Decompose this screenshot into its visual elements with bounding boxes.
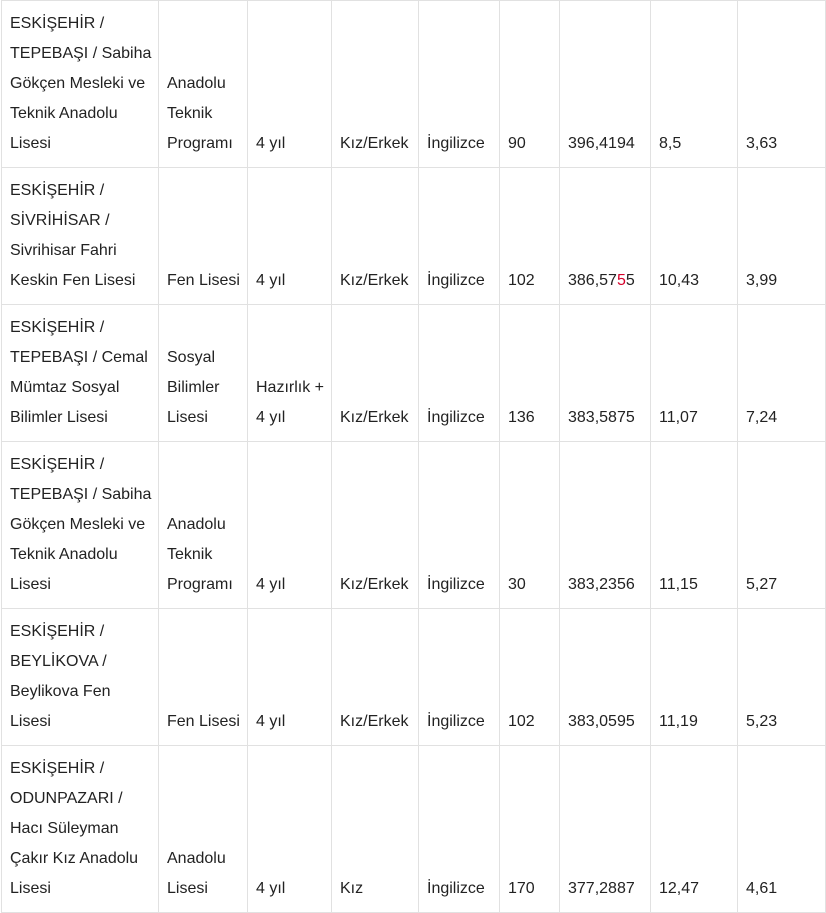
school-name-cell: ESKİŞEHİR / TEPEBAŞI / Sabiha Gökçen Mesleki ve Teknik Anadolu Lisesi: [2, 442, 159, 609]
local-percentile-cell: 11,15: [651, 442, 738, 609]
school-name-cell: ESKİŞEHİR / BEYLİKOVA / Beylikova Fen Lisesi: [2, 609, 159, 746]
table-row: [2, 305, 826, 442]
school-name-cell: ESKİŞEHİR / TEPEBAŞI / Sabiha Gökçen Mesleki ve Teknik Anadolu Lisesi: [2, 1, 159, 168]
duration-cell: 4 yıl: [248, 609, 332, 746]
national-percentile-cell: 5,27: [738, 442, 826, 609]
table-row: [2, 168, 826, 305]
quota-cell: 136: [500, 305, 560, 442]
school-type-cell: Fen Lisesi: [159, 168, 248, 305]
school-type-cell: Anadolu Lisesi: [159, 746, 248, 913]
score-text-end: 5: [625, 272, 635, 289]
quota-cell: 170: [500, 746, 560, 913]
table-row: [2, 1, 826, 168]
gender-cell: Kız/Erkek: [332, 442, 419, 609]
school-type-cell: Anadolu Teknik Programı: [159, 1, 248, 168]
score-cell: [560, 168, 651, 305]
local-percentile-cell: 12,47: [651, 746, 738, 913]
table-row: [2, 442, 826, 609]
highlighted-digit: 5: [616, 272, 626, 289]
score-cell: 383,5875: [560, 305, 651, 442]
local-percentile-cell: 11,19: [651, 609, 738, 746]
national-percentile-cell: 7,24: [738, 305, 826, 442]
language-cell: İngilizce: [419, 442, 500, 609]
local-percentile-cell: 11,07: [651, 305, 738, 442]
score-text-start: 386,57: [568, 272, 617, 289]
national-percentile-cell: 3,99: [738, 168, 826, 305]
school-name-cell: ESKİŞEHİR / SİVRİHİSAR / Sivrihisar Fahri Keskin Fen Lisesi: [2, 168, 159, 305]
school-type-cell: Fen Lisesi: [159, 609, 248, 746]
language-cell: İngilizce: [419, 168, 500, 305]
quota-cell: 30: [500, 442, 560, 609]
language-cell: İngilizce: [419, 305, 500, 442]
score-cell: 377,2887: [560, 746, 651, 913]
local-percentile-cell: 10,43: [651, 168, 738, 305]
local-percentile-cell: 8,5: [651, 1, 738, 168]
quota-cell: 102: [500, 609, 560, 746]
language-cell: İngilizce: [419, 1, 500, 168]
school-name-cell: ESKİŞEHİR / ODUNPAZARI / Hacı Süleyman Çakır Kız Anadolu Lisesi: [2, 746, 159, 913]
score-cell: 383,2356: [560, 442, 651, 609]
table-row: [2, 609, 826, 746]
school-type-cell: Sosyal Bilimler Lisesi: [159, 305, 248, 442]
gender-cell: Kız/Erkek: [332, 609, 419, 746]
table-row: [2, 746, 826, 913]
school-type-cell: Anadolu Teknik Programı: [159, 442, 248, 609]
duration-cell: 4 yıl: [248, 442, 332, 609]
gender-cell: Kız/Erkek: [332, 305, 419, 442]
quota-cell: 102: [500, 168, 560, 305]
quota-cell: 90: [500, 1, 560, 168]
language-cell: İngilizce: [419, 746, 500, 913]
gender-cell: Kız: [332, 746, 419, 913]
score-cell: 396,4194: [560, 1, 651, 168]
score-cell: 383,0595: [560, 609, 651, 746]
language-cell: İngilizce: [419, 609, 500, 746]
national-percentile-cell: 3,63: [738, 1, 826, 168]
national-percentile-cell: 5,23: [738, 609, 826, 746]
duration-cell: 4 yıl: [248, 168, 332, 305]
gender-cell: Kız/Erkek: [332, 168, 419, 305]
gender-cell: Kız/Erkek: [332, 1, 419, 168]
schools-table: [1, 0, 826, 913]
duration-cell: Hazırlık + 4 yıl: [248, 305, 332, 442]
national-percentile-cell: 4,61: [738, 746, 826, 913]
duration-cell: 4 yıl: [248, 746, 332, 913]
school-name-cell: ESKİŞEHİR / TEPEBAŞI / Cemal Mümtaz Sosyal Bilimler Lisesi: [2, 305, 159, 442]
duration-cell: 4 yıl: [248, 1, 332, 168]
